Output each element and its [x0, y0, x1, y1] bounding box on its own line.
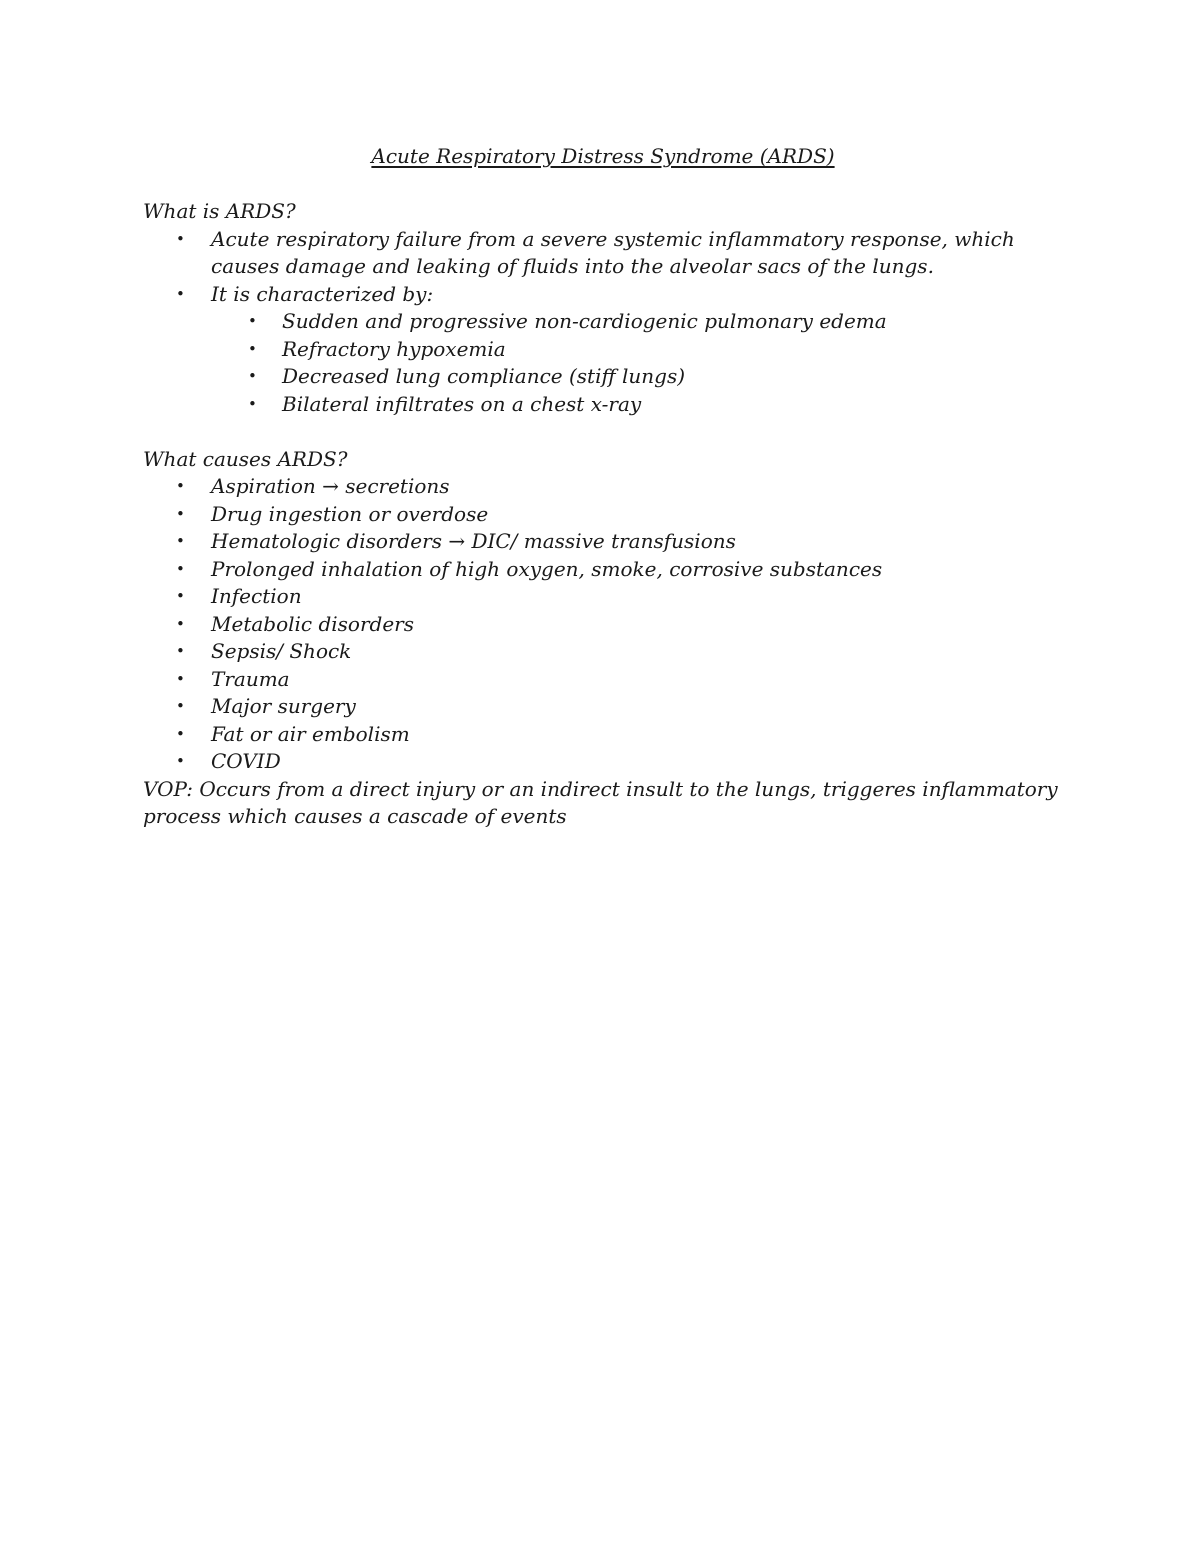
list-item-text: Bilateral infiltrates on a chest x-ray	[282, 391, 642, 416]
document-title: Acute Respiratory Distress Syndrome (ARDS)	[371, 144, 835, 168]
list-item-text: Prolonged inhalation of high oxygen, smoke, corrosive substances	[211, 556, 883, 581]
list-item	[143, 226, 1063, 281]
list-item-text: Infection	[211, 584, 302, 608]
bullet-icon: •	[176, 697, 185, 715]
list-item	[143, 638, 1063, 666]
list-item-text: Metabolic disorders	[211, 611, 414, 636]
bullet-icon: •	[248, 367, 257, 385]
bullet-icon: •	[176, 724, 185, 743]
list-item-text: Major surgery	[211, 694, 356, 718]
list-item	[143, 528, 1063, 556]
section-heading-what-is: What is ARDS?	[143, 199, 296, 223]
list-item	[143, 281, 1063, 419]
list-item-text: Drug ingestion or overdose	[211, 501, 489, 526]
bullet-icon: •	[176, 669, 185, 688]
list-item	[143, 666, 1063, 694]
list-item	[211, 308, 1063, 336]
bullet-icon: •	[176, 642, 185, 660]
list-item	[211, 336, 1063, 364]
bullet-icon: •	[248, 312, 257, 330]
list-item	[143, 583, 1063, 611]
section-heading-causes: What causes ARDS?	[143, 446, 348, 471]
list-item-text: Sepsis/ Shock	[211, 639, 352, 663]
list-item-text: Acute respiratory failure from a severe systemic inflammatory response, which causes damage and leaking of fluids into the alveolar sacs of the lungs.	[211, 226, 1015, 278]
list-item	[143, 693, 1063, 721]
list-item-text: Trauma	[211, 666, 290, 691]
list-item-text: Fat or air embolism	[211, 721, 410, 746]
list-item	[143, 501, 1063, 529]
list-item-text: Aspiration → secretions	[211, 474, 450, 498]
paragraph-spacer	[143, 418, 1063, 446]
list-item-text: Refractory hypoxemia	[282, 336, 506, 361]
list-item-text: Decreased lung compliance (stiff lungs)	[282, 364, 686, 388]
list-item	[211, 391, 1063, 419]
list-item-text: Sudden and progressive non-cardiogenic pulmonary edema	[282, 309, 887, 333]
list-item	[211, 363, 1063, 391]
characteristics-list	[143, 308, 1063, 418]
list-item	[143, 748, 1063, 776]
bullet-icon: •	[176, 504, 185, 523]
vop-note: VOP: Occurs from a direct injury or an indirect insult to the lungs, triggeres inflammatory process which causes a cascade of events	[143, 776, 1058, 828]
list-item	[143, 473, 1063, 501]
list-item	[143, 721, 1063, 749]
list-item-text: It is characterized by:	[211, 281, 434, 306]
definition-list	[143, 226, 1063, 419]
bullet-icon: •	[176, 477, 185, 495]
list-item-text: COVID	[211, 749, 281, 773]
bullet-icon: •	[176, 229, 185, 248]
bullet-icon: •	[248, 394, 257, 413]
list-item	[143, 556, 1063, 584]
list-item-text: Hematologic disorders → DIC/ massive transfusions	[211, 529, 736, 553]
bullet-icon: •	[176, 284, 185, 303]
causes-list	[143, 473, 1063, 776]
list-item	[143, 611, 1063, 639]
bullet-icon: •	[248, 339, 257, 358]
bullet-icon: •	[176, 532, 185, 550]
document-content	[143, 141, 1063, 831]
bullet-icon: •	[176, 752, 185, 770]
bullet-icon: •	[176, 614, 185, 633]
bullet-icon: •	[176, 587, 185, 605]
bullet-icon: •	[176, 559, 185, 578]
